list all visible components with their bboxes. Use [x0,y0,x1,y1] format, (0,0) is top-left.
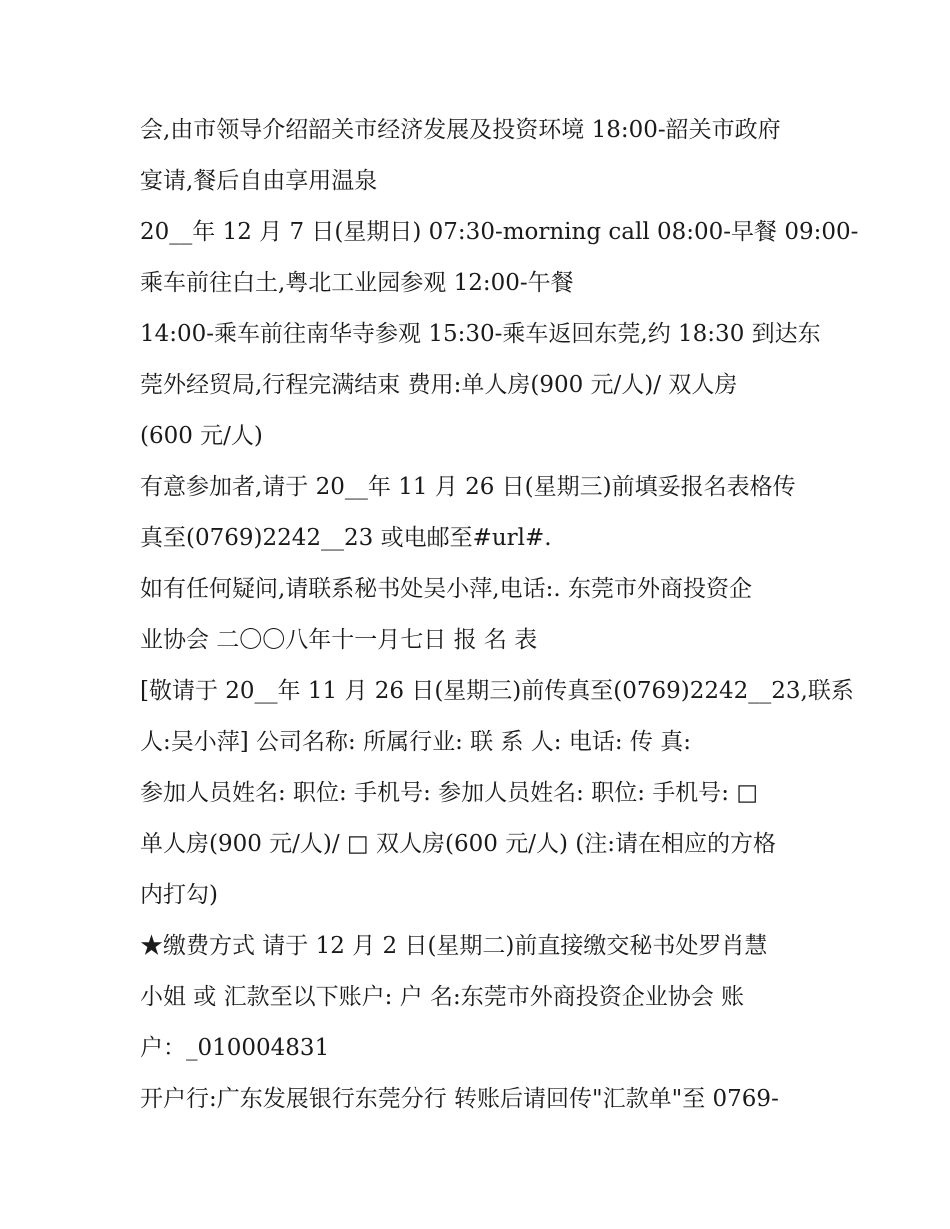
text-line-18: 小姐 或 汇款至以下账户: 户 名:东莞市外商投资企业协会 账 [140,984,745,1010]
text-line-14: 参加人员姓名: 职位: 手机号: 参加人员姓名: 职位: 手机号: □ [140,780,759,806]
text-line-16: 内打勾) [140,882,218,908]
text-line-11: 业协会 二〇〇八年十一月七日 报 名 表 [140,627,538,653]
text-line-8: 有意参加者,请于 20__年 11 月 26 日(星期三)前填妥报名表格传 [140,474,796,500]
text-line-12: [敬请于 20__年 11 月 26 日(星期三)前传真至(0769)2242__23,联系 [140,678,854,704]
text-line-10: 如有任何疑问,请联系秘书处吴小萍,电话:. 东莞市外商投资企 [140,576,752,602]
text-line-4: 乘车前往白土,粤北工业园参观 12:00-午餐 [140,270,574,296]
text-line-15: 单人房(900 元/人)/ □ 双人房(600 元/人) (注:请在相应的方格 [140,831,776,857]
text-line-20: 开户行:广东发展银行东莞分行 转账后请回传"汇款单"至 0769- [140,1086,779,1112]
text-line-7: (600 元/人) [140,423,263,449]
text-line-2: 宴请,餐后自由享用温泉 [140,168,378,194]
text-line-3: 20__年 12 月 7 日(星期日) 07:30-morning call 08:00-早餐 09:00- [140,219,859,245]
text-line-5: 14:00-乘车前往南华寺参观 15:30-乘车返回东莞,约 18:30 到达东 [140,321,821,347]
text-line-19: 户：_010004831 [140,1035,330,1061]
document-body [140,105,859,1125]
text-line-6: 莞外经贸局,行程完满结束 费用:单人房(900 元/人)/ 双人房 [140,372,738,398]
text-line-1: 会,由市领导介绍韶关市经济发展及投资环境 18:00-韶关市政府 [140,117,781,143]
text-line-13: 人:吴小萍] 公司名称: 所属行业: 联 系 人: 电话: 传 真: [140,729,691,755]
text-line-17: ★缴费方式 请于 12 月 2 日(星期二)前直接缴交秘书处罗肖慧 [140,933,768,959]
text-line-9: 真至(0769)2242__23 或电邮至#url#. [140,525,552,551]
